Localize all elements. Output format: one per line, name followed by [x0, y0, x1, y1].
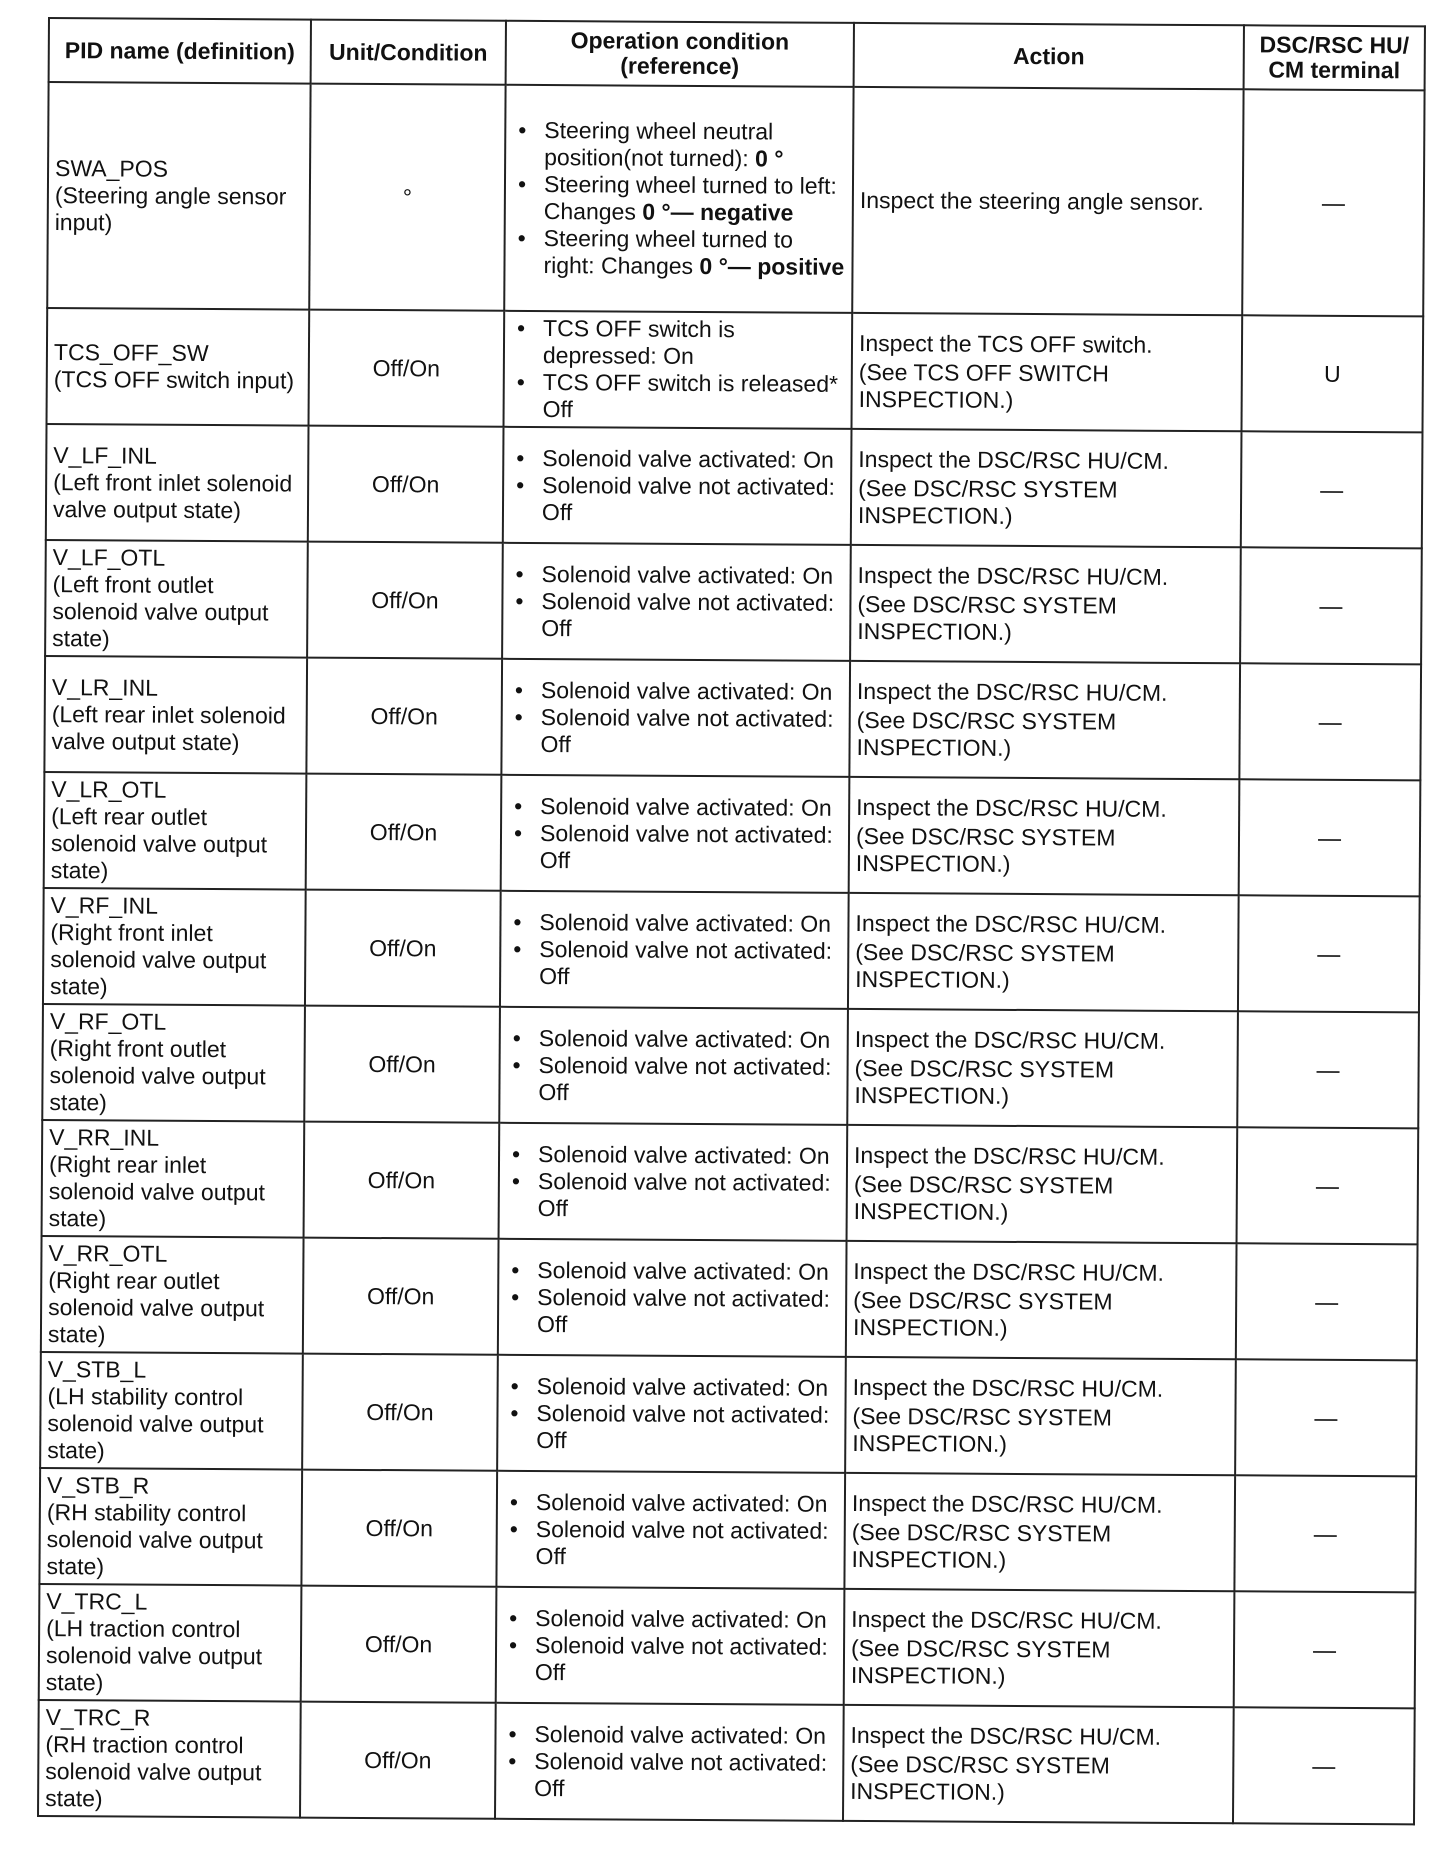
- action-reference: (See DSC/RSC SYSTEM INSPECTION.): [855, 938, 1115, 993]
- condition-item: [510, 444, 844, 473]
- condition-text: Solenoid valve activated: On: [541, 560, 834, 589]
- operation-condition-cell: [499, 1007, 848, 1125]
- pid-name: V_RF_OTL: [49, 1008, 167, 1035]
- condition-text: Solenoid valve not activated: Off: [534, 1747, 828, 1801]
- condition-text: TCS OFF switch is released* Off: [542, 369, 839, 423]
- operation-condition-cell: [495, 1703, 844, 1821]
- terminal-cell: —: [1239, 779, 1421, 896]
- condition-item: [506, 1051, 840, 1107]
- condition-item: [509, 676, 843, 705]
- terminal-cell: —: [1238, 895, 1420, 1012]
- condition-text: Solenoid valve not activated: Off: [535, 1515, 829, 1569]
- action-reference: (See DSC/RSC SYSTEM INSPECTION.): [854, 1054, 1115, 1109]
- pid-definition: (Right front outlet solenoid valve output state): [49, 1035, 266, 1116]
- action-reference: (See DSC/RSC SYSTEM INSPECTION.): [855, 822, 1116, 877]
- table-row: [38, 1700, 1415, 1824]
- action-reference: (See DSC/RSC SYSTEM INSPECTION.): [850, 1634, 1111, 1689]
- pid-name: V_RR_INL: [49, 1124, 160, 1151]
- table-row: [39, 1468, 1416, 1592]
- action-cell: [851, 313, 1242, 431]
- condition-text: Solenoid valve not activated: Off: [540, 703, 834, 757]
- condition-list: [511, 117, 846, 281]
- pid-name-cell: [44, 656, 307, 774]
- condition-item: [507, 1024, 841, 1053]
- pid-definition: (Left rear inlet solenoid valve output state): [51, 700, 286, 755]
- pid-name: V_STB_L: [47, 1356, 147, 1383]
- condition-value: 0 °: [755, 145, 784, 172]
- action-text: Inspect the DSC/RSC HU/CM.: [856, 677, 1168, 706]
- condition-list: [506, 1140, 840, 1223]
- unit-condition-cell: Off/On: [301, 1470, 497, 1587]
- pid-name-cell: [42, 1004, 305, 1122]
- pid-definition: (Right rear outlet solenoid valve output state): [47, 1267, 265, 1348]
- condition-text: Solenoid valve activated: On: [535, 1604, 827, 1633]
- unit-condition-cell: Off/On: [303, 1238, 499, 1355]
- condition-text: Solenoid valve activated: On: [539, 908, 832, 937]
- pid-name-cell: [44, 772, 307, 890]
- condition-item: [511, 315, 845, 371]
- unit-condition-cell: Off/On: [308, 426, 504, 543]
- pid-name-cell: [47, 82, 310, 310]
- operation-condition-cell: [501, 659, 850, 777]
- condition-text: Solenoid valve not activated: Off: [534, 1631, 828, 1685]
- pid-name: V_STB_R: [46, 1472, 150, 1499]
- unit-condition-cell: Off/On: [306, 658, 502, 775]
- condition-list: [506, 1024, 840, 1107]
- operation-condition-cell: [504, 311, 853, 429]
- condition-item: [510, 471, 844, 527]
- condition-text: Solenoid valve not activated: Off: [538, 1051, 832, 1105]
- condition-text: Solenoid valve not activated: Off: [541, 587, 835, 641]
- pid-name: V_TRC_L: [46, 1588, 148, 1615]
- action-reference: (See TCS OFF SWITCH INSPECTION.): [858, 358, 1109, 413]
- table-row: [41, 1236, 1418, 1360]
- condition-item: [504, 1399, 838, 1455]
- action-cell: [846, 1241, 1237, 1359]
- table-row: [44, 656, 1421, 780]
- header-operation-condition: Operation condition (reference): [506, 21, 854, 87]
- unit-condition-cell: Off/On: [304, 1006, 500, 1123]
- action-cell: [849, 661, 1240, 779]
- condition-text: Solenoid valve activated: On: [540, 676, 833, 705]
- pid-definition: (Left front inlet solenoid valve output state): [52, 468, 293, 523]
- condition-text: Solenoid valve activated: On: [536, 1372, 829, 1401]
- header-action: Action: [854, 23, 1244, 89]
- table-row: [39, 1584, 1416, 1708]
- terminal-cell: —: [1236, 1243, 1418, 1360]
- condition-item: [508, 792, 842, 821]
- condition-text: Solenoid valve activated: On: [535, 1488, 828, 1517]
- condition-item: [512, 117, 846, 173]
- action-cell: [843, 1705, 1234, 1823]
- action-cell: [847, 1125, 1238, 1243]
- condition-text: Solenoid valve not activated: Off: [539, 935, 833, 989]
- pid-definition: (LH stability control solenoid valve output state): [47, 1383, 264, 1464]
- pid-name-cell: [41, 1236, 304, 1354]
- pid-table-page: [37, 17, 1424, 1825]
- unit-condition-cell: Off/On: [301, 1586, 497, 1703]
- action-cell: [845, 1357, 1236, 1475]
- action-reference: (See DSC/RSC SYSTEM INSPECTION.): [852, 1402, 1113, 1457]
- condition-item: [508, 703, 842, 759]
- table-body: [38, 82, 1425, 1824]
- terminal-cell: —: [1233, 1707, 1415, 1824]
- table-row: [43, 888, 1420, 1012]
- table-row: [47, 308, 1424, 432]
- action-cell: [852, 87, 1243, 315]
- condition-text: Solenoid valve not activated: Off: [537, 1167, 831, 1221]
- condition-value: 0 °— negative: [642, 198, 794, 226]
- pid-definition: (RH traction control solenoid valve output state): [45, 1731, 262, 1812]
- pid-definition: (Right rear inlet solenoid valve output state): [48, 1151, 266, 1232]
- action-cell: [851, 429, 1242, 547]
- condition-text: TCS OFF switch is depressed: On: [542, 315, 735, 369]
- condition-item: [511, 225, 845, 281]
- pid-name-cell: [47, 308, 310, 426]
- pid-name: V_LF_INL: [53, 441, 157, 469]
- condition-text: Solenoid valve not activated: Off: [539, 819, 833, 873]
- pid-definition: (TCS OFF switch input): [53, 366, 295, 394]
- pid-name: TCS_OFF_SW: [53, 339, 209, 366]
- action-text: Inspect the DSC/RSC HU/CM.: [857, 561, 1169, 590]
- unit-condition-cell: Off/On: [300, 1702, 496, 1819]
- header-pid-name: PID name (definition): [49, 18, 311, 84]
- action-text: Inspect the DSC/RSC HU/CM.: [853, 1141, 1165, 1170]
- pid-name: V_LR_INL: [51, 673, 159, 701]
- condition-item: [504, 1515, 838, 1571]
- operation-condition-cell: [501, 775, 850, 893]
- action-reference: (See DSC/RSC SYSTEM INSPECTION.): [857, 474, 1118, 529]
- terminal-cell: —: [1234, 1475, 1416, 1592]
- condition-item: [512, 171, 846, 227]
- condition-item: [507, 935, 841, 991]
- terminal-cell: —: [1237, 1011, 1419, 1128]
- action-text: Inspect the DSC/RSC HU/CM.: [855, 909, 1167, 938]
- condition-item: [504, 1488, 838, 1517]
- condition-text: Solenoid valve activated: On: [538, 1024, 831, 1053]
- pid-name: V_RF_INL: [50, 892, 159, 919]
- action-text: Inspect the DSC/RSC HU/CM.: [850, 1721, 1162, 1750]
- action-text: Inspect the DSC/RSC HU/CM.: [854, 1025, 1166, 1054]
- terminal-cell: —: [1242, 89, 1424, 316]
- action-text: Inspect the DSC/RSC HU/CM.: [851, 1605, 1162, 1634]
- condition-item: [502, 1720, 836, 1749]
- condition-text: Steering wheel neutral position(not turned):: [544, 117, 774, 172]
- action-cell: [849, 777, 1240, 895]
- pid-name-cell: [38, 1700, 301, 1818]
- action-reference: (See DSC/RSC SYSTEM INSPECTION.): [857, 590, 1117, 645]
- pid-definition: (Left front outlet solenoid valve output state): [52, 571, 269, 652]
- action-reference: (See DSC/RSC SYSTEM INSPECTION.): [851, 1518, 1112, 1573]
- pid-definition: (Steering angle sensor input): [54, 181, 287, 235]
- action-reference: (See DSC/RSC SYSTEM INSPECTION.): [856, 706, 1117, 761]
- operation-condition-cell: [496, 1587, 845, 1705]
- terminal-cell: U: [1241, 315, 1423, 432]
- header-terminal: DSC/RSC HU/ CM terminal: [1244, 25, 1425, 90]
- condition-text: Solenoid valve activated: On: [537, 1256, 829, 1285]
- condition-list: [504, 1488, 838, 1571]
- action-reference: (See DSC/RSC SYSTEM INSPECTION.): [853, 1170, 1114, 1225]
- condition-list: [503, 1604, 837, 1687]
- condition-item: [509, 587, 843, 643]
- condition-item: [503, 1604, 837, 1633]
- condition-text: Solenoid valve activated: On: [537, 1140, 830, 1169]
- condition-list: [511, 315, 846, 425]
- pid-definition: (RH stability control solenoid valve output state): [46, 1499, 263, 1580]
- header-unit-condition: Unit/Condition: [311, 20, 506, 85]
- terminal-cell: —: [1239, 663, 1421, 780]
- condition-text: Solenoid valve not activated: Off: [536, 1399, 830, 1453]
- action-text: Inspect the DSC/RSC HU/CM.: [852, 1373, 1164, 1402]
- action-text: Inspect the DSC/RSC HU/CM.: [853, 1257, 1165, 1286]
- unit-condition-cell: Off/On: [302, 1354, 498, 1471]
- unit-condition-cell: Off/On: [309, 310, 505, 427]
- action-cell: [844, 1473, 1235, 1591]
- pid-name: SWA_POS: [55, 154, 169, 182]
- condition-list: [508, 792, 842, 875]
- table-row: [47, 82, 1424, 316]
- unit-condition-cell: Off/On: [304, 1122, 500, 1239]
- operation-condition-cell: [498, 1239, 847, 1357]
- pid-name-cell: [40, 1352, 303, 1470]
- terminal-cell: —: [1241, 431, 1423, 548]
- action-text: Inspect the DSC/RSC HU/CM.: [858, 445, 1169, 474]
- table-row: [40, 1352, 1417, 1476]
- pid-name-cell: [42, 1120, 305, 1238]
- unit-condition-cell: °: [309, 84, 505, 311]
- pid-name-cell: [39, 1584, 302, 1702]
- action-text: Inspect the DSC/RSC HU/CM.: [851, 1489, 1163, 1518]
- condition-item: [505, 1256, 839, 1285]
- action-text: Inspect the steering angle sensor.: [859, 186, 1204, 215]
- condition-text: Solenoid valve activated: On: [540, 792, 832, 821]
- terminal-cell: —: [1240, 547, 1422, 664]
- condition-list: [508, 676, 842, 759]
- table-row: [42, 1120, 1419, 1244]
- terminal-cell: —: [1237, 1127, 1419, 1244]
- pid-definition: (Right front inlet solenoid valve output state): [50, 919, 267, 1000]
- condition-list: [507, 908, 841, 991]
- pid-name: V_TRC_R: [45, 1704, 151, 1731]
- terminal-cell: —: [1234, 1591, 1416, 1708]
- pid-name-cell: [43, 888, 306, 1006]
- condition-text: Steering wheel turned to left: Changes: [543, 171, 837, 225]
- action-cell: [848, 893, 1239, 1011]
- action-reference: (See DSC/RSC SYSTEM INSPECTION.): [850, 1750, 1110, 1805]
- operation-condition-cell: [499, 1123, 848, 1241]
- pid-name-cell: [45, 540, 308, 658]
- action-text: Inspect the TCS OFF switch.: [858, 329, 1153, 358]
- pid-name: V_RR_OTL: [48, 1240, 168, 1267]
- unit-condition-cell: Off/On: [306, 774, 502, 891]
- action-cell: [847, 1009, 1238, 1127]
- pid-name-cell: [39, 1468, 302, 1586]
- condition-list: [502, 1720, 836, 1803]
- table-row: [45, 540, 1422, 664]
- condition-item: [506, 1167, 840, 1223]
- pid-definition: (Left rear outlet solenoid valve output state): [50, 803, 268, 884]
- condition-list: [510, 444, 844, 527]
- pid-name: V_LR_OTL: [51, 776, 167, 803]
- condition-item: [502, 1747, 836, 1803]
- pid-monitor-table: [37, 17, 1426, 1825]
- condition-list: [509, 560, 843, 643]
- condition-item: [510, 560, 844, 589]
- action-text: Inspect the DSC/RSC HU/CM.: [856, 793, 1167, 822]
- condition-list: [504, 1372, 838, 1455]
- condition-text: Solenoid valve activated: On: [534, 1720, 827, 1749]
- condition-list: [505, 1256, 839, 1339]
- condition-item: [505, 1283, 839, 1339]
- unit-condition-cell: Off/On: [307, 542, 503, 659]
- action-cell: [850, 545, 1241, 663]
- pid-definition: (LH traction control solenoid valve output state): [45, 1615, 263, 1696]
- table-row: [44, 772, 1421, 896]
- condition-item: [503, 1631, 837, 1687]
- operation-condition-cell: [497, 1355, 846, 1473]
- condition-value: 0 °— positive: [699, 252, 845, 280]
- action-cell: [844, 1589, 1235, 1707]
- table-header-row: [49, 18, 1425, 90]
- condition-item: [506, 1140, 840, 1169]
- operation-condition-cell: [503, 427, 852, 545]
- pid-name-cell: [46, 424, 309, 542]
- condition-text: Solenoid valve activated: On: [542, 444, 834, 473]
- condition-text: Solenoid valve not activated: Off: [536, 1283, 831, 1337]
- condition-item: [507, 908, 841, 937]
- operation-condition-cell: [504, 85, 853, 313]
- pid-name: V_LF_OTL: [52, 544, 166, 571]
- operation-condition-cell: [500, 891, 849, 1009]
- operation-condition-cell: [502, 543, 851, 661]
- table-row: [46, 424, 1423, 548]
- condition-item: [505, 1372, 839, 1401]
- condition-text: Solenoid valve not activated: Off: [541, 471, 836, 525]
- terminal-cell: —: [1235, 1359, 1417, 1476]
- condition-text: Steering wheel turned to right: Changes: [543, 225, 794, 279]
- action-reference: (See DSC/RSC SYSTEM INSPECTION.): [852, 1286, 1113, 1341]
- operation-condition-cell: [496, 1471, 845, 1589]
- condition-item: [508, 819, 842, 875]
- unit-condition-cell: Off/On: [305, 890, 501, 1007]
- condition-item: [511, 369, 845, 425]
- table-row: [42, 1004, 1419, 1128]
